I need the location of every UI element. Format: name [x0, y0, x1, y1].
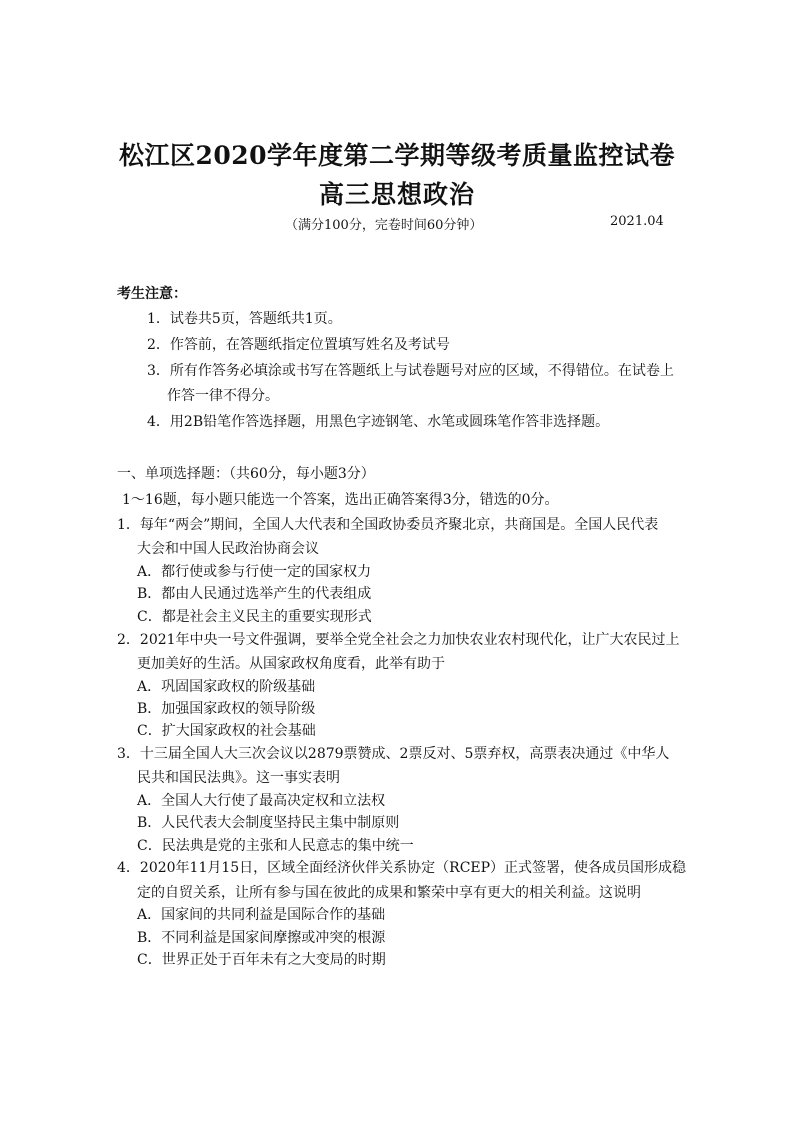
notice-item: 1．试卷共5页，答题纸共1页。	[147, 311, 342, 327]
question-3-stem: 3．十三届全国人大三次会议以2879票赞成、2票反对、5票弃权，高票表决通过《中华人	[117, 746, 670, 762]
question-4-option-c: C．世界正处于百年未有之大变局的时期	[137, 952, 386, 968]
exam-subtitle: 高三思想政治	[318, 180, 475, 209]
question-1-option-b: B．都由人民通过选举产生的代表组成	[137, 586, 372, 602]
question-4-stem: 4．2020年11月15日，区域全面经济伙伴关系协定（RCEP）正式签署，使各成员国形成稳	[117, 860, 687, 876]
question-1-option-c: C．都是社会主义民主的重要实现形式	[137, 609, 372, 625]
question-2-option-a: A．巩固国家政权的阶级基础	[137, 679, 316, 695]
question-3-option-c: C．民法典是党的主张和人民意志的集中统一	[137, 838, 414, 854]
question-1-stem: 1．每年“两会”期间，全国人大代表和全国政协委员齐聚北京，共商国是。全国人民代表	[117, 517, 659, 533]
question-3-option-a: A．全国人大行使了最高决定权和立法权	[137, 793, 386, 809]
question-2-option-c: C．扩大国家政权的社会基础	[137, 723, 316, 739]
exam-date: 2021.04	[610, 214, 664, 229]
notice-item: 4．用2B铅笔作答选择题，用黑色字迹钢笔、水笔或圆珠笔作答非选择题。	[147, 414, 610, 430]
question-4-option-b: B．不同利益是国家间摩擦或冲突的根源	[137, 930, 386, 946]
question-4-option-a: A．国家间的共同利益是国际合作的基础	[137, 907, 386, 923]
question-1-stem: 大会和中国人民政治协商会议	[137, 541, 319, 557]
question-2-stem: 更加美好的生活。从国家政权角度看，此举有助于	[137, 656, 445, 672]
section-instruction: 1～16题，每小题只能选一个答案，选出正确答案得3分，错选的0分。	[122, 492, 559, 508]
question-1-option-a: A．都行使或参与行使一定的国家权力	[137, 564, 372, 580]
question-2-option-b: B．加强国家政权的领导阶级	[137, 701, 316, 717]
notice-item: 2．作答前，在答题纸指定位置填写姓名及考试号	[147, 337, 450, 353]
question-3-stem: 民共和国民法典》。这一事实表明	[137, 770, 340, 786]
question-3-option-b: B．人民代表大会制度坚持民主集中制原则	[137, 815, 400, 831]
section-heading: 一、单项选择题：（共60分，每小题3分）	[117, 466, 375, 482]
notice-heading: 考生注意：	[117, 286, 187, 302]
question-2-stem: 2．2021年中央一号文件强调，要举全党全社会之力加快农业农村现代化，让广大农民过上	[117, 632, 680, 648]
notice-item: 3．所有作答务必填涂或书写在答题纸上与试卷题号对应的区域，不得错位。在试卷上	[147, 363, 674, 379]
question-4-stem: 定的自贸关系，让所有参与国在彼此的成果和繁荣中享有更大的相关利益。这说明	[137, 885, 641, 901]
exam-title: 松江区2020学年度第二学期等级考质量监控试卷	[118, 141, 676, 170]
exam-note: （满分100分，完卷时间60分钟）	[285, 218, 483, 233]
notice-item: 作答一律不得分。	[167, 388, 279, 404]
